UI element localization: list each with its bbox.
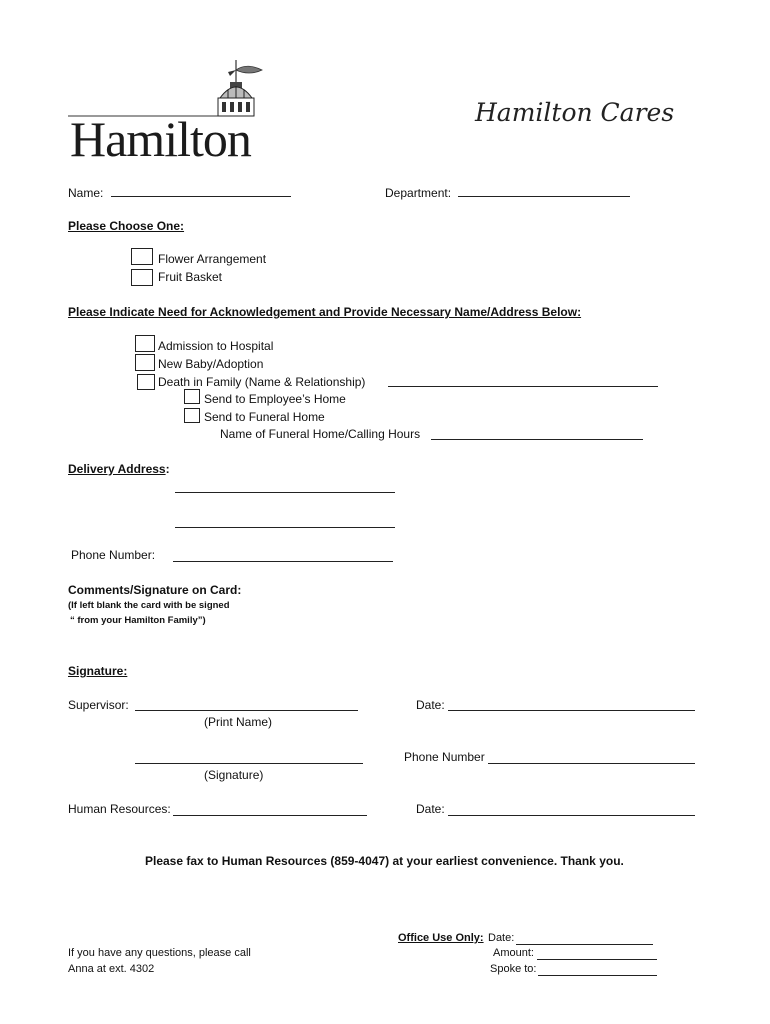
- comments-heading: Comments/Signature on Card:: [68, 583, 242, 597]
- hr-date-field[interactable]: [448, 815, 695, 816]
- funeral-home-label: Name of Funeral Home/Calling Hours: [220, 427, 421, 441]
- admission-hospital-label: Admission to Hospital: [158, 339, 274, 353]
- office-amount-label: Amount:: [493, 947, 534, 959]
- delivery-colon: :: [165, 462, 170, 476]
- new-baby-label: New Baby/Adoption: [158, 357, 264, 371]
- questions-line-1: If you have any questions, please call: [68, 947, 251, 959]
- send-funeral-home-label: Send to Funeral Home: [204, 410, 325, 424]
- delivery-phone-field[interactable]: [173, 561, 393, 562]
- delivery-phone-label: Phone Number:: [71, 548, 156, 562]
- fruit-basket-label: Fruit Basket: [158, 270, 223, 284]
- fax-instructions: Please fax to Human Resources (859-4047) at your earliest convenience. Thank you.: [145, 854, 624, 868]
- send-employee-home-label: Send to Employee’s Home: [204, 392, 346, 406]
- hamilton-logo: [68, 58, 268, 168]
- address-line-1-field[interactable]: [175, 492, 395, 493]
- logo-wordmark: Hamilton: [70, 111, 251, 167]
- questions-line-2: Anna at ext. 4302: [68, 963, 155, 975]
- flower-arrangement-checkbox[interactable]: [131, 248, 153, 265]
- delivery-heading: Delivery Address: [68, 462, 166, 476]
- fruit-basket-checkbox[interactable]: [131, 269, 153, 286]
- form-title: Hamilton Cares: [475, 98, 675, 127]
- send-funeral-home-checkbox[interactable]: [184, 408, 200, 423]
- office-amount-field[interactable]: [537, 959, 657, 960]
- signature-heading: Signature:: [68, 664, 128, 678]
- print-name-caption: (Print Name): [204, 715, 273, 729]
- address-line-2-field[interactable]: [175, 527, 395, 528]
- name-label: Name:: [68, 186, 104, 200]
- funeral-home-field[interactable]: [431, 439, 643, 440]
- supervisor-phone-label: Phone Number: [404, 750, 485, 764]
- send-employee-home-checkbox[interactable]: [184, 389, 200, 404]
- flower-arrangement-label: Flower Arrangement: [158, 252, 267, 266]
- department-label: Department:: [385, 186, 452, 200]
- hr-date-label: Date:: [416, 802, 445, 816]
- department-field[interactable]: [458, 184, 630, 197]
- supervisor-date-field[interactable]: [448, 710, 695, 711]
- admission-hospital-checkbox[interactable]: [135, 335, 155, 352]
- name-field[interactable]: [111, 184, 291, 197]
- human-resources-label: Human Resources:: [68, 802, 171, 816]
- supervisor-phone-field[interactable]: [488, 763, 695, 764]
- human-resources-field[interactable]: [173, 815, 367, 816]
- supervisor-label: Supervisor:: [68, 698, 129, 712]
- office-use-label: Office Use Only:: [398, 932, 484, 944]
- comments-note-1: (If left blank the card with be signed: [68, 600, 230, 611]
- comments-note-2: “ from your Hamilton Family”): [70, 615, 206, 626]
- choose-heading: Please Choose One:: [68, 219, 185, 233]
- signature-caption: (Signature): [204, 768, 264, 782]
- new-baby-checkbox[interactable]: [135, 354, 155, 371]
- death-in-family-label: Death in Family (Name & Relationship): [158, 375, 366, 389]
- supervisor-signature-field[interactable]: [135, 763, 363, 764]
- office-date-field[interactable]: [516, 944, 653, 945]
- office-date-label: Date:: [488, 932, 515, 944]
- office-spoke-to-label: Spoke to:: [490, 963, 537, 975]
- office-spoke-to-field[interactable]: [538, 975, 657, 976]
- death-in-family-field[interactable]: [388, 386, 658, 387]
- supervisor-date-label: Date:: [416, 698, 445, 712]
- supervisor-print-name-field[interactable]: [135, 710, 358, 711]
- death-in-family-checkbox[interactable]: [137, 374, 155, 390]
- acknowledgement-heading: Please Indicate Need for Acknowledgement and Provide Necessary Name/Address Below:: [68, 305, 582, 319]
